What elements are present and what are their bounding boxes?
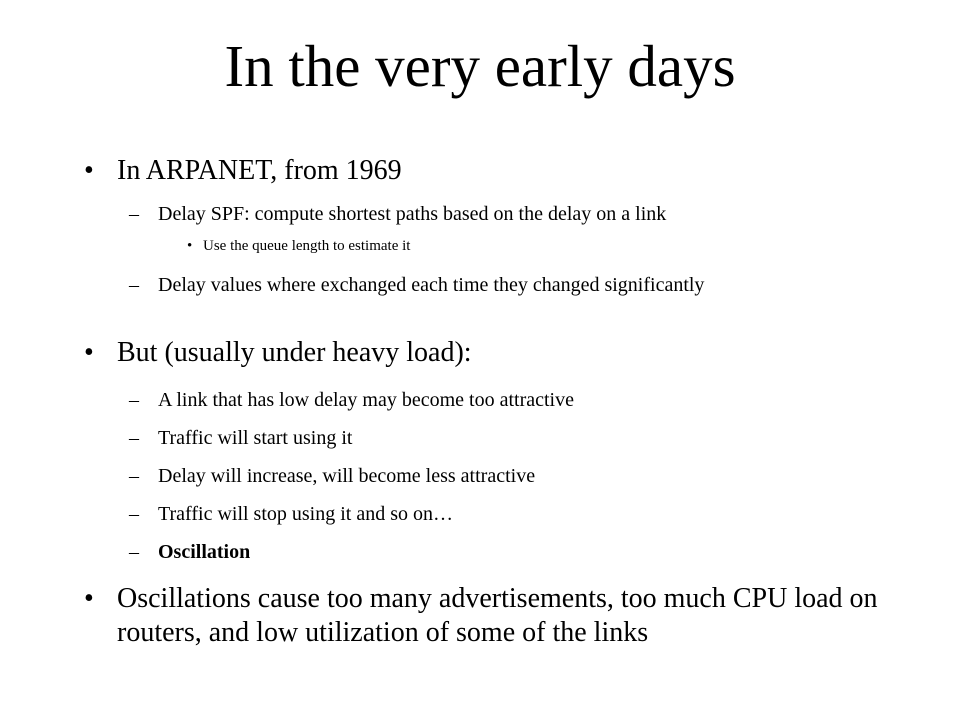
sub-bullet-text: Traffic will start using it [158, 427, 353, 449]
sub-bullet-text: Traffic will stop using it and so on… [158, 503, 454, 525]
dash-icon: – [129, 465, 139, 487]
dash-icon: – [129, 203, 139, 225]
bullet-dot-icon: • [187, 238, 193, 254]
dash-icon: – [129, 427, 139, 449]
bullet-text: In ARPANET, from 1969 [117, 155, 402, 186]
dash-icon: – [129, 503, 139, 525]
bullet-dot-icon: • [84, 583, 94, 614]
sub-bullet-text: Delay values where exchanged each time they changed significantly [158, 274, 705, 296]
bullet-dot-icon: • [84, 337, 94, 368]
dash-icon: – [129, 541, 139, 563]
sub-bullet-text: Oscillation [158, 541, 251, 563]
bullet-text: But (usually under heavy load): [117, 337, 472, 368]
sub-bullet-text: A link that has low delay may become too attractive [158, 389, 574, 411]
dash-icon: – [129, 389, 139, 411]
sub-bullet-text: Delay will increase, will become less attractive [158, 465, 536, 487]
dash-icon: – [129, 274, 139, 296]
sub-sub-bullet-text: Use the queue length to estimate it [203, 238, 411, 254]
slide-title: In the very early days [224, 33, 736, 99]
bullet-dot-icon: • [84, 155, 94, 186]
bullet-text: Oscillations cause too many advertisements, too much CPU load on routers, and low utilization of some of the links [117, 583, 878, 648]
sub-bullet-text: Delay SPF: compute shortest paths based on the delay on a link [158, 203, 667, 225]
